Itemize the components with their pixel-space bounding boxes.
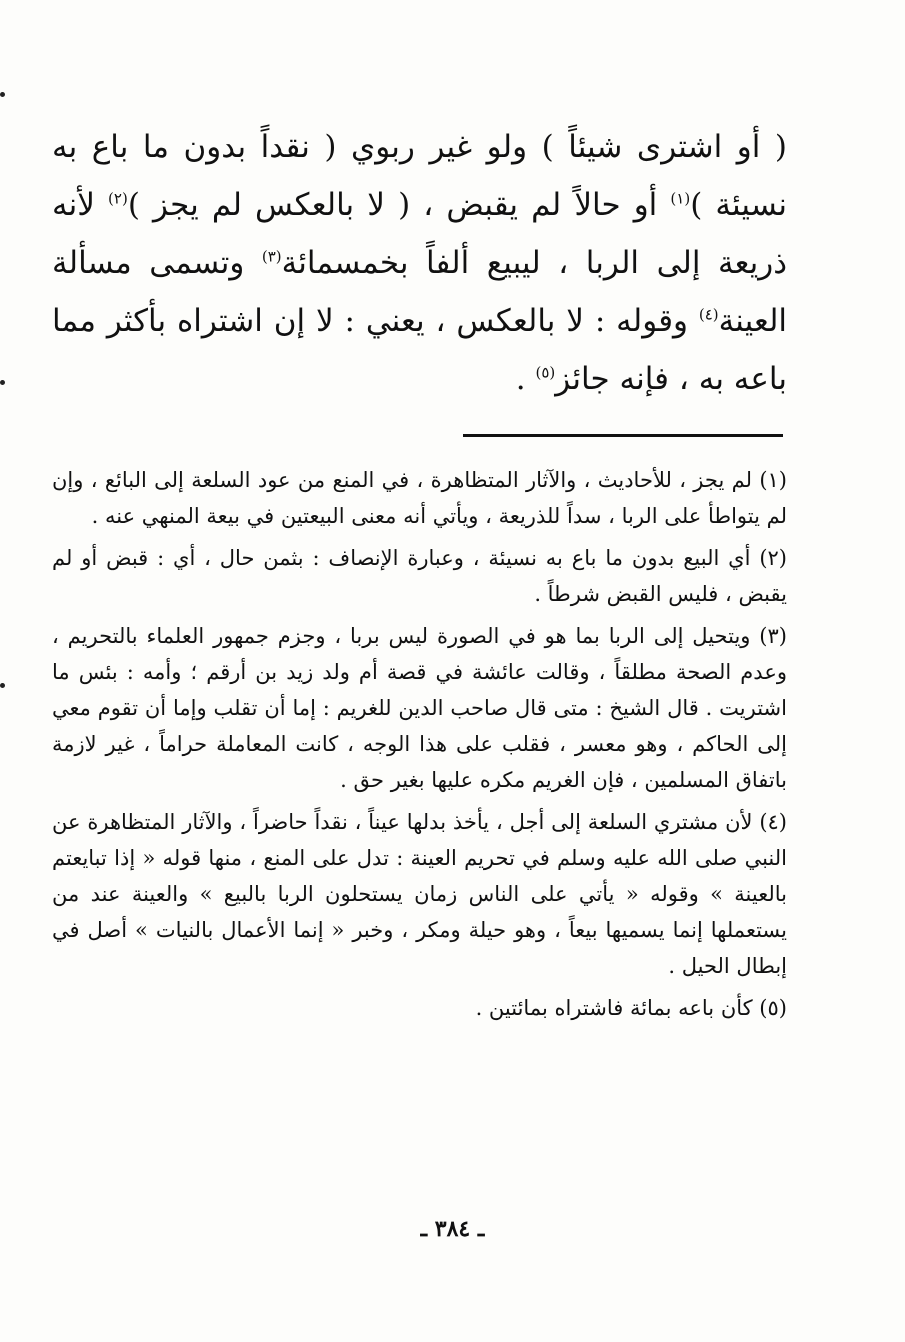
footnote-marker: (٥) xyxy=(535,363,556,382)
footnote-4: (٤) لأن مشتري السلعة إلى أجل ، يأخذ بدلها عيناً ، نقداً حاضراً ، والآثار المتظاهرة عن النبي صلى الله عليه وسلم في تحريم العينة : تدل على المنع ، منها قوله « إذا تبايعتم بالعينة » وقوله « يأتي على الناس زمان يستحلون الربا بالبيع » والعينة عند من يستعملها إنما يسميها بيعاً ، وهو حيلة ومكر ، وخبر « إنما الأعمال بالنيات » أصل في إبطال الحيل . xyxy=(52,810,787,978)
footnote-marker: (١) xyxy=(670,189,691,208)
margin-mark xyxy=(0,92,5,97)
footnote-5: (٥) كأن باعه بمائة فاشتراه بمائتين . xyxy=(475,996,787,1020)
margin-mark xyxy=(0,683,5,688)
main-text-segment: أو حالاً لم يقبض ، ( لا بالعكس لم يجز ) xyxy=(127,187,671,223)
main-text-segment: ( أو اشترى شيئاً ) ولو غير ربوي ( نقداً بدون ما باع به نسيئة ) xyxy=(52,129,787,223)
footnote-2: (٢) أي البيع بدون ما باع به نسيئة ، وعبارة الإنصاف : بثمن حال ، أي : قبض أو لم يقبض ، فليس القبض شرطاً . xyxy=(52,546,787,606)
margin-mark xyxy=(0,380,5,385)
main-text-segment: وقوله : لا بالعكس ، يعني : لا إن اشتراه بأكثر مما باعه به ، فإنه جائز xyxy=(52,303,787,397)
main-text-segment: . xyxy=(515,361,536,397)
main-text xyxy=(52,118,787,408)
footnote-3: (٣) ويتحيل إلى الربا بما هو في الصورة ليس بربا ، وجزم جمهور العلماء بالتحريم ، وعدم الصحة مطلقاً ، وقالت عائشة في قصة أم ولد زيد بن أرقم ؛ وأمه : بئس ما اشتريت . قال الشيخ : متى قال صاحب الدين للغريم : إما أن تقلب وإما أن تقوم معي إلى الحاكم ، وهو معسر ، فقلب على هذا الوجه ، كانت المعاملة حراماً ، غير لازمة باتفاق المسلمين ، فإن الغريم مكره عليها بغير حق . xyxy=(52,624,787,792)
footnotes xyxy=(52,462,787,1032)
footnote-marker: (٢) xyxy=(108,189,128,208)
footnote-1: (١) لم يجز ، للأحاديث ، والآثار المتظاهرة ، في المنع من عود السلعة إلى البائع ، وإن لم يتواطأ على الربا ، سداً للذريعة ، ويأتي أنه معنى البيعتين في بيعة المنهي عنه . xyxy=(52,468,787,528)
page-number: ـ ٣٨٤ ـ xyxy=(420,1216,485,1242)
main-text-segment: لأنه ذريعة إلى الربا ، ليبيع ألفاً بخمسمائة xyxy=(52,187,787,281)
footnote-marker: (٣) xyxy=(261,247,282,266)
main-paragraph xyxy=(52,118,787,408)
footnote-marker: (٤) xyxy=(698,305,719,324)
main-text-segment: وتسمى مسألة العينة xyxy=(52,245,787,339)
footnote-separator xyxy=(463,434,783,437)
